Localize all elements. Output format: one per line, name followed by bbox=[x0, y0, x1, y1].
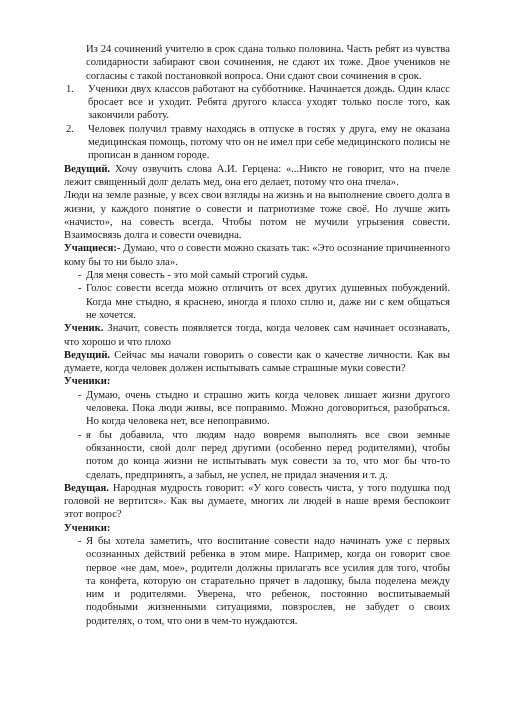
numbered-list bbox=[64, 83, 450, 163]
dash-item-text: Думаю, очень стыдно и страшно жить когда человек лишает жизни другого человека. Пока люди живы, все поправимо. Можно договориться, разобраться. Но когда человека нет, все непоправимо. bbox=[86, 389, 450, 428]
speaker-label: Ученики: bbox=[64, 522, 111, 534]
dash-item-text: Я бы хотела заметить, что воспитание совести надо начинать уже с первых осознанных действий ребенка в этом мире. Например, когда он говорит свое первое «не дам, мое», родители должны прилагать все усилия для того, чтобы та конфета, которую он старательно прячет в ладошку, была поделена между ним и родителями. Уверена, что ребенок, постоянно воспитываемый подобными жизненными ситуациями, повзрослев, не забудет о своих родителях, о том, что они в чем-то нуждаются. bbox=[86, 535, 450, 627]
dash-item: - Я бы хотела заметить, что воспитание совести надо начинать уже с первых осознанных действий ребенка в этом мире. Например, когда он говорит свое первое «не дам, мое», родители должны прилагать все усилия для того, чтобы та конфета, которую он старательно прячет в ладошку, была поделена между ним и родителями. Уверена, что ребенок, постоянно воспитываемый подобными жизненными ситуациями, повзрослев, не забудет о своих родителях, о том, что они в чем-то нуждаются. bbox=[78, 535, 450, 627]
list-item bbox=[64, 83, 450, 123]
speaker-block bbox=[64, 349, 450, 376]
speaker-block bbox=[64, 482, 450, 522]
dash-item: - Голос совести всегда можно отличить от всех других душевных побуждений. Когда мне стыдно, я краснею, иногда я плохо сплю и, даже ни с кем общаться не хочется. bbox=[78, 283, 450, 321]
dash-item: - я бы добавила, что людям надо вовремя выполнять все свои земные обязанности, свой долг перед другими (особенно перед родителями), чтобы потом до конца жизни не испытывать мук совести за то, что мог бы что-то сделать, предпринять, а забыл, не успел, не придал значения и т. д. bbox=[78, 429, 450, 481]
dash-item-text: я бы добавила, что людям надо вовремя выполнять все свои земные обязанности, свой долг перед другими (особенно перед родителями), чтобы потом до конца жизни не испытывать мук совести за то, что мог бы что-то сделать, предпринять, а забыл, не успел, не придал значения и т. д. bbox=[86, 429, 450, 481]
speaker-block bbox=[64, 242, 450, 269]
speaker-label: Ведущий. bbox=[64, 163, 111, 175]
list-item-number: 1. bbox=[66, 83, 74, 95]
list-item-text: Человек получил травму находясь в отпуске в гостях у друга, ему не оказана медицинская помощь, потому что он не имел при себе медицинского полисы не прописан в данном городе. bbox=[88, 123, 450, 162]
speaker-block bbox=[64, 163, 450, 190]
speaker-label: Ведущая. bbox=[64, 482, 109, 494]
speech-text: Думаю, что о совести можно сказать так: «Это осознание причиненного кому бы то ни было зла». bbox=[64, 243, 450, 268]
list-item bbox=[64, 123, 450, 163]
list-item-number: 2. bbox=[66, 123, 74, 135]
speaker-block bbox=[64, 375, 450, 388]
paragraph: Люди на земле разные, у всех свои взгляды на жизнь и на выполнение своего долга в жизни, у каждого понятие о совести и патриотизме тоже своё. Но лучше жить «начисто», на совесть всегда. Чтобы потом не мучили угрызения совести. Взаимосвязь долга и совести очевидна. bbox=[64, 190, 450, 242]
speaker-block bbox=[64, 322, 450, 349]
dash-item-text: Голос совести всегда можно отличить от всех других душевных побуждений. Когда мне стыдно, я краснею, иногда я плохо сплю и, даже ни с кем общаться не хочется. bbox=[86, 283, 450, 321]
intro-paragraph: Из 24 сочинений учителю в срок сдана только половина. Часть ребят из чувства солидарности забирают свои сочинения, не сдают их тоже. Двое учеников не согласны с такой постановкой вопроса. Они сдают свои сочинения в срок. bbox=[86, 44, 450, 82]
speaker-label: Учащиеся:- bbox=[64, 243, 121, 255]
speech-text: Хочу озвучить слова А.И. Герцена: «...Никто не говорит, что на пчеле лежит священный долг делать мед, она его делает, потому что она пчела». bbox=[64, 163, 450, 188]
list-item-text: Ученики двух классов работают на субботнике. Начинается дождь. Один класс бросает все и уходит. Ребята другого класса уходят только после того, как закончили работу. bbox=[88, 83, 450, 122]
speaker-label: Ученики: bbox=[64, 376, 111, 388]
speaker-block bbox=[64, 522, 450, 535]
dash-item: - Для меня совесть - это мой самый строгий судья. bbox=[78, 270, 308, 282]
speech-text: Значит, совесть появляется тогда, когда человек сам начинает осознавать, что хорошо и что плохо bbox=[64, 323, 450, 348]
dash-item: - Думаю, очень стыдно и страшно жить когда человек лишает жизни другого человека. Пока люди живы, все поправимо. Можно договориться, разобраться. Но когда человека нет, все непоправимо. bbox=[78, 389, 450, 428]
speaker-label: Ученик. bbox=[64, 323, 104, 335]
speech-text: Народная мудрость говорит: «У кого совесть чиста, у того подушка под головой не вертится». Как вы думаете, многих ли людей в наше время беспокоит этот вопрос? bbox=[64, 482, 450, 521]
speaker-label: Ведущий. bbox=[64, 349, 111, 361]
dash-item-text: Для меня совесть - это мой самый строгий судья. bbox=[86, 270, 308, 282]
speech-text: Сейчас мы начали говорить о совести как о качестве личности. Как вы думаете, когда человек должен испытывать самые страшные муки совести? bbox=[64, 349, 450, 375]
